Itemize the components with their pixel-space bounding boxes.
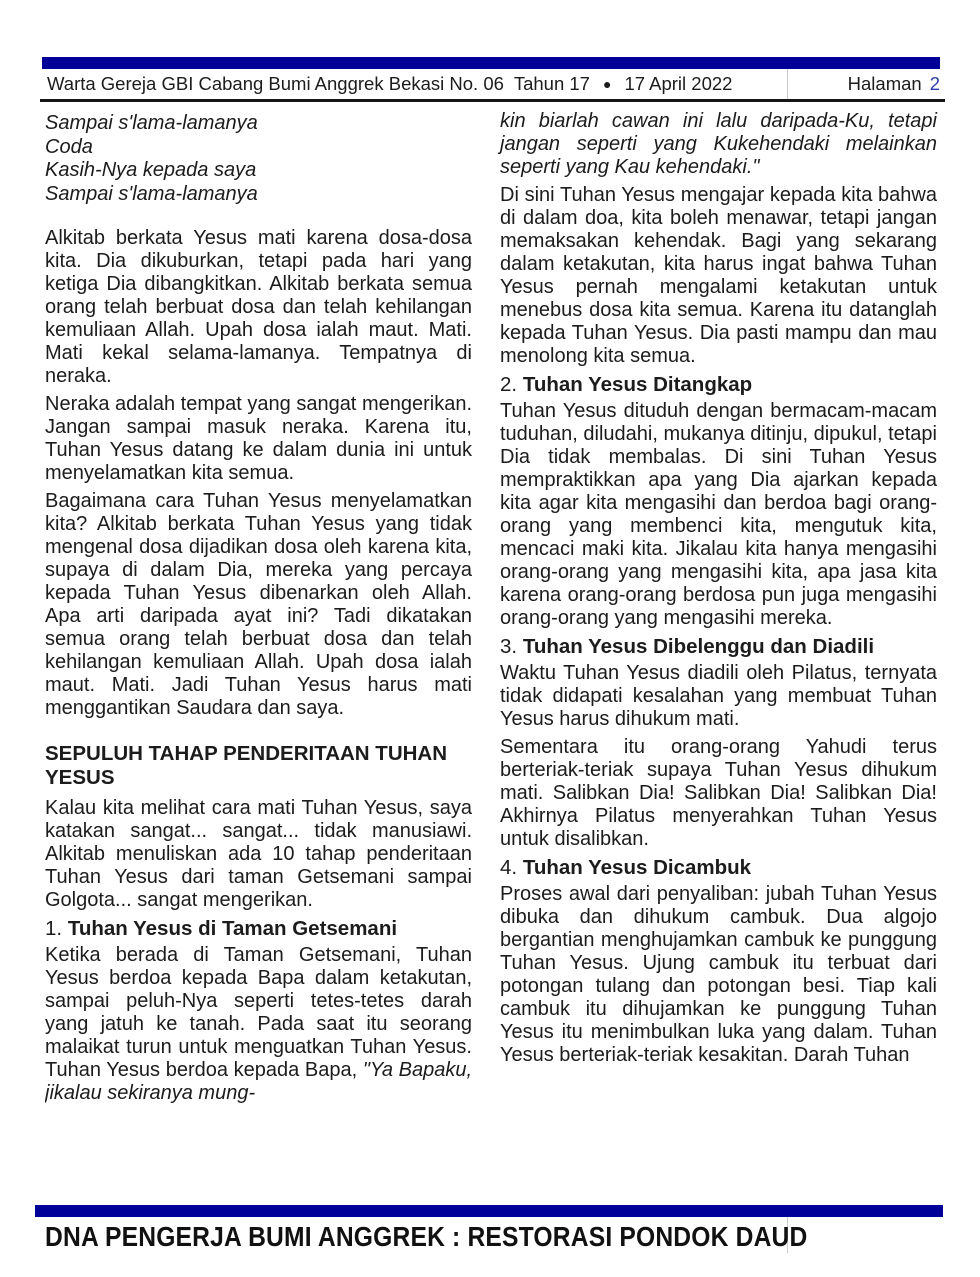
lyric-line: Sampai s'lama-lamanya bbox=[45, 112, 258, 134]
numbered-heading-1 bbox=[45, 917, 472, 941]
heading-title: Tuhan Yesus Dibelenggu dan Diadili bbox=[522, 635, 875, 658]
paragraph-lead: Ketika berada di Taman Getsemani, Tuhan Yesus berdoa kepada Bapa dalam ketakutan, sampai peluh-Nya seperti tetes-tetes darah yang jatuh ke tanah. Pada saat itu seorang malaikat turun untuk menguatkan Tuhan Yesus. Tuhan Yesus berdoa kepada Bapa, bbox=[45, 944, 472, 1081]
newsletter-title: Warta Gereja GBI Cabang Bumi Anggrek Bekasi No. 06 Tahun 17 bbox=[47, 73, 590, 94]
footer-slogan: DNA PENGERJA BUMI ANGGREK : RESTORASI PONDOK DAUD bbox=[45, 1221, 808, 1252]
body-paragraph bbox=[45, 944, 472, 1105]
issue-date: 17 April 2022 bbox=[624, 73, 733, 94]
newsletter-masthead bbox=[47, 71, 732, 98]
body-paragraph: Sementara itu orang-orang Yahudi terus berteriak-teriak supaya Tuhan Yesus dihukum mati. Salibkan Dia! Salibkan Dia! Salibkan Dia! Akhirnya Pilatus menyerahkan Tuhan Yesus untuk disalibkan. bbox=[500, 736, 937, 850]
numbered-heading-3 bbox=[500, 635, 937, 659]
numbered-heading-4 bbox=[500, 856, 937, 880]
lyric-line: Sampai s'lama-lamanya bbox=[45, 182, 258, 205]
song-lyrics-block bbox=[45, 112, 472, 206]
page-number-label: Halaman bbox=[847, 73, 922, 94]
article-section-heading: SEPULUH TAHAP PENDERITAAN TUHAN YESUS bbox=[45, 742, 448, 789]
body-paragraph: Proses awal dari penyaliban: jubah Tuhan Yesus dibuka dan dihukum cambuk. Dua algojo bergantian menghujamkan cambuk ke punggung Tuhan Yesus. Ujung cambuk itu terbuat dari potongan tulang dan potongan besi. Tiap kali cambuk itu dihujamkan ke punggung Tuhan Yesus itu menimbulkan luka yang dalam. Tuhan Yesus berteriak-teriak kesakitan. Darah Tuhan bbox=[500, 883, 937, 1066]
body-paragraph: Tuhan Yesus dituduh dengan bermacam-macam tuduhan, diludahi, mukanya ditinju, dipukul, tetapi Dia tidak membalas. Di sini Tuhan Yesus mempraktikkan apa yang Dia ajarkan kepada kita agar kita mengasihi dan berdoa bagi orang-orang yang membenci kita, mengutuk kita, mencaci maki kita. Jikalau kita hanya mengasihi orang-orang yang mengasihi kita, apa jasa kita karena orang-orang berdosa pun juga mengasihi orang-orang yang mengasihi mereka. bbox=[500, 400, 937, 629]
scripture-quote-continuation: kin biarlah cawan ini lalu daripada-Ku, tetapi jangan seperti yang Kukehendaki melainkan seperti yang Kau kehendaki." bbox=[500, 110, 937, 178]
body-paragraph: Kalau kita melihat cara mati Tuhan Yesus, saya katakan sangat... sangat... tidak manusiawi. Alkitab menuliskan ada 10 tahap penderitaan Tuhan Yesus dari taman Getsemani sampai Golgota... sangat mengerikan. bbox=[45, 797, 472, 911]
right-column bbox=[500, 110, 937, 1202]
header-accent-bar bbox=[42, 57, 940, 69]
left-column bbox=[45, 110, 472, 1202]
heading-number: 3. bbox=[500, 635, 518, 658]
heading-title: Tuhan Yesus Ditangkap bbox=[522, 373, 753, 396]
page-number-value: 2 bbox=[929, 73, 940, 94]
body-paragraph: Di sini Tuhan Yesus mengajar kepada kita bahwa di dalam doa, kita boleh menawar, tetapi jangan memaksakan kehendak. Bagi yang sekarang dalam ketakutan, kita harus ingat bahwa Tuhan Yesus pernah mengalami ketakutan untuk menebus dosa kita semua. Karena itu datanglah kepada Tuhan Yesus. Dia pasti mampu dan mau menolong kita semua. bbox=[500, 184, 937, 367]
heading-number: 1. bbox=[45, 917, 63, 940]
body-paragraph: Waktu Tuhan Yesus diadili oleh Pilatus, ternyata tidak didapati kesalahan yang membuat Tuhan Yesus harus dihukum mati. bbox=[500, 662, 937, 730]
heading-title: Tuhan Yesus di Taman Getsemani bbox=[67, 917, 398, 940]
lyric-line: Kasih-Nya kepada saya bbox=[45, 159, 257, 181]
heading-title: Tuhan Yesus Dicambuk bbox=[522, 856, 752, 879]
body-paragraph: Bagaimana cara Tuhan Yesus menyelamatkan kita? Alkitab berkata Tuhan Yesus yang tidak mengenal dosa dijadikan dosa oleh karena kita, supaya di dalam Dia, mereka yang percaya kepada Tuhan Yesus dibenarkan oleh Allah. Apa arti daripada ayat ini? Tadi dikatakan semua orang telah berbuat dosa dan telah kehilangan kemuliaan Allah. Upah dosa ialah maut. Mati. Jadi Tuhan Yesus harus mati menggantikan Saudara dan saya. bbox=[45, 490, 472, 719]
header-cell-divider bbox=[787, 69, 788, 99]
page-number-area bbox=[848, 71, 940, 97]
article-columns bbox=[45, 110, 942, 1202]
heading-number: 4. bbox=[500, 856, 518, 879]
lyric-line: Coda bbox=[45, 135, 93, 158]
body-paragraph: Alkitab berkata Yesus mati karena dosa-dosa kita. Dia dikuburkan, tetapi pada hari yang ketiga Dia dibangkitkan. Alkitab berkata semua orang telah berbuat dosa dan telah kehilangan kemuliaan Allah. Upah dosa ialah maut. Mati. Mati kekal selama-lamanya. Tempatnya di neraka. bbox=[45, 227, 472, 387]
bullet-separator-icon: ● bbox=[602, 76, 612, 92]
numbered-heading-2 bbox=[500, 373, 937, 397]
body-paragraph: Neraka adalah tempat yang sangat mengerikan. Jangan sampai masuk neraka. Karena itu, Tuhan Yesus datang ke dalam dunia ini untuk menyelamatkan kita semua. bbox=[45, 393, 472, 484]
scripture-quote: "Ya Bapaku, jikalau sekiranya mung- bbox=[45, 1059, 472, 1104]
heading-number: 2. bbox=[500, 373, 518, 396]
footer-accent-bar bbox=[35, 1205, 943, 1217]
page-footer bbox=[45, 1221, 911, 1253]
header-rule bbox=[40, 99, 945, 102]
page-header bbox=[47, 71, 940, 98]
